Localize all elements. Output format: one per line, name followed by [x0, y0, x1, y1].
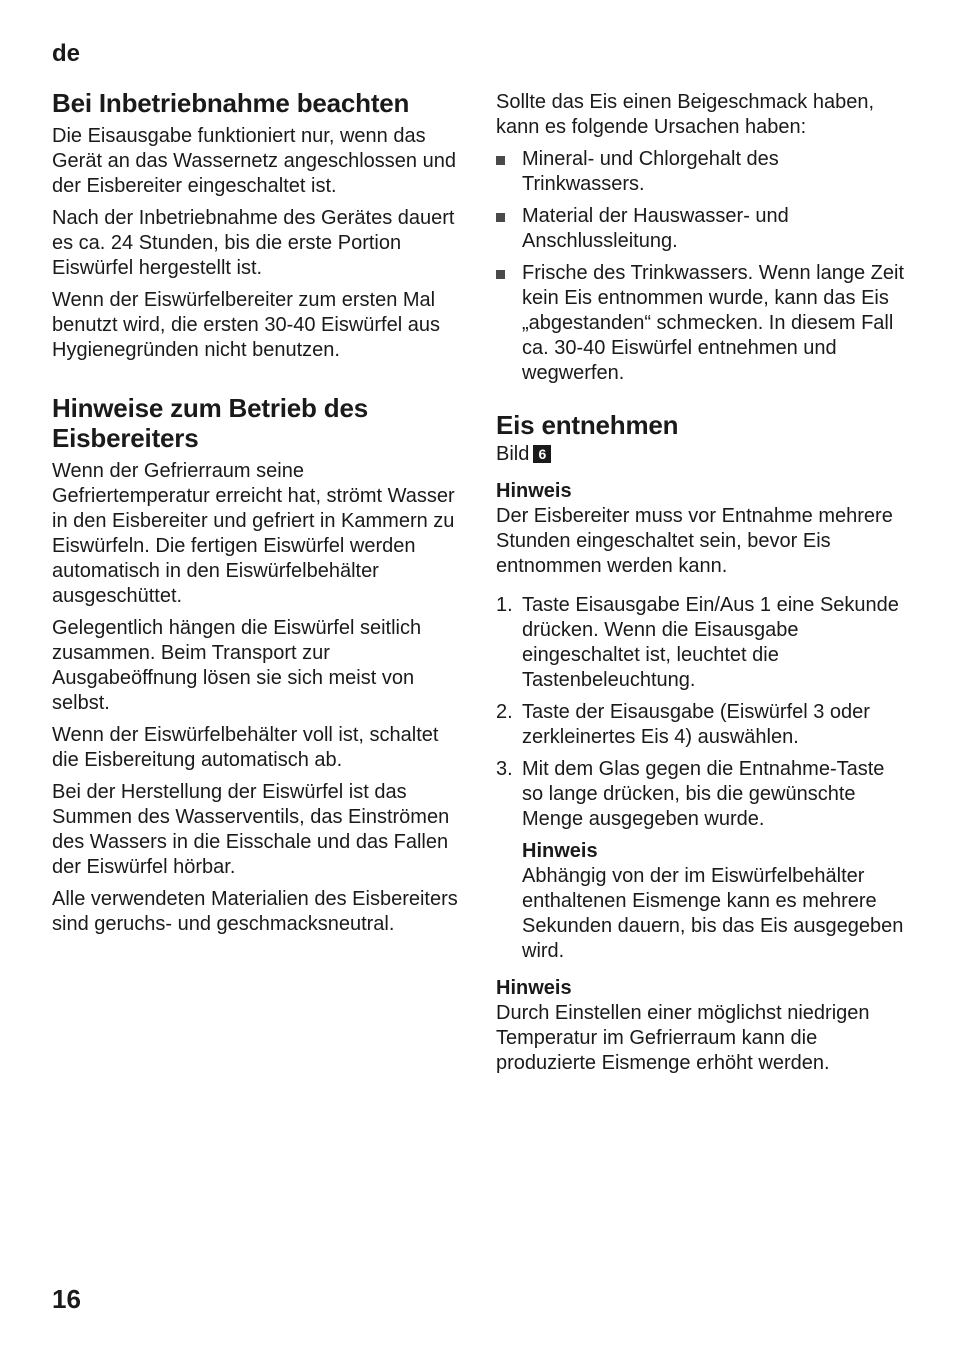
square-bullet-icon	[496, 270, 505, 279]
paragraph: Nach der Inbetriebnahme des Gerätes dauert es ca. 24 Stunden, bis die erste Portion Eiswürfel hergestellt ist.	[52, 207, 455, 279]
step-item: 1. Taste Eisausgabe Ein/Aus 1 eine Sekunde drücken. Wenn die Eisausgabe eingeschaltet ist, leuchtet die Tastenbeleuchtung.	[496, 594, 899, 691]
paragraph: Die Eisausgabe funktioniert nur, wenn das Gerät an das Wassernetz angeschlossen und der Eisbereiter eingeschaltet ist.	[52, 125, 456, 197]
note-title: Hinweis	[522, 840, 598, 862]
paragraph: Bei der Herstellung der Eiswürfel ist das Summen des Wasserventils, das Einströmen des Wassers in die Eisschale und das Fallen der Eiswürfel hörbar.	[52, 781, 450, 878]
square-bullet-icon	[496, 156, 505, 165]
step-item: 3. Mit dem Glas gegen die Entnahme-Taste so lange drücken, bis die gewünschte Menge ausgegeben wurde.	[496, 758, 885, 830]
paragraph-intro: Sollte das Eis einen Beigeschmack haben, kann es folgende Ursachen haben:	[496, 91, 875, 138]
paragraph: Wenn der Eiswürfelbereiter zum ersten Mal benutzt wird, die ersten 30-40 Eiswürfel aus Hygienegründen nicht benutzen.	[52, 289, 440, 361]
list-item: Frische des Trinkwassers. Wenn lange Zeit kein Eis entnommen wurde, kann das Eis „abgestanden“ schmecken. In diesem Fall ca. 30-40 Eiswürfel entnehmen und wegwerfen.	[496, 261, 906, 386]
step-item: 2. Taste der Eisausgabe (Eiswürfel 3 oder zerkleinertes Eis 4) auswählen.	[496, 701, 870, 748]
right-column	[496, 90, 906, 1083]
section-title-commissioning: Bei Inbetriebnahme beachten	[52, 88, 410, 118]
note-title: Hinweis	[496, 977, 572, 999]
figure-number-badge: 6	[533, 445, 551, 463]
list-item: Material der Hauswasser- und Anschlussleitung.	[496, 204, 906, 254]
bullet-list	[496, 147, 906, 386]
figure-reference: Bild 6	[496, 442, 906, 467]
steps-list	[496, 593, 906, 832]
paragraph: Gelegentlich hängen die Eiswürfel seitlich zusammen. Beim Transport zur Ausgabeöffnung lösen sie sich meist von selbst.	[52, 617, 422, 714]
list-item: Mineral- und Chlorgehalt des Trinkwassers.	[496, 147, 906, 197]
page-number: 16	[52, 1284, 81, 1314]
note-text: Abhängig von der im Eiswürfelbehälter enthaltenen Eismenge kann es mehrere Sekunden dauern, bis das Eis ausgegeben wird.	[522, 865, 904, 962]
language-tag: de	[52, 40, 81, 67]
section-title-take-ice: Eis entnehmen	[496, 410, 679, 440]
paragraph: Alle verwendeten Materialien des Eisbereiters sind geruchs- und geschmacksneutral.	[52, 888, 458, 935]
note-text: Der Eisbereiter muss vor Entnahme mehrere Stunden eingeschaltet sein, bevor Eis entnommen werden kann.	[496, 505, 893, 577]
note-text: Durch Einstellen einer möglichst niedrigen Temperatur im Gefrierraum kann die produzierte Eismenge erhöht werden.	[496, 1002, 870, 1074]
left-column	[52, 88, 462, 944]
step-note	[496, 839, 906, 964]
paragraph: Wenn der Gefrierraum seine Gefriertemperatur erreicht hat, strömt Wasser in den Eisbereiter und gefriert in Kammern zu Eiswürfeln. Die fertigen Eiswürfel werden automatisch in den Eiswürfelbehälter ausgeschüttet.	[52, 460, 455, 607]
section-title-operation: Hinweise zum Betrieb des Eisbereiters	[52, 393, 368, 453]
square-bullet-icon	[496, 213, 505, 222]
paragraph: Wenn der Eiswürfelbehälter voll ist, schaltet die Eisbereitung automatisch ab.	[52, 724, 439, 771]
note-title: Hinweis	[496, 480, 572, 502]
